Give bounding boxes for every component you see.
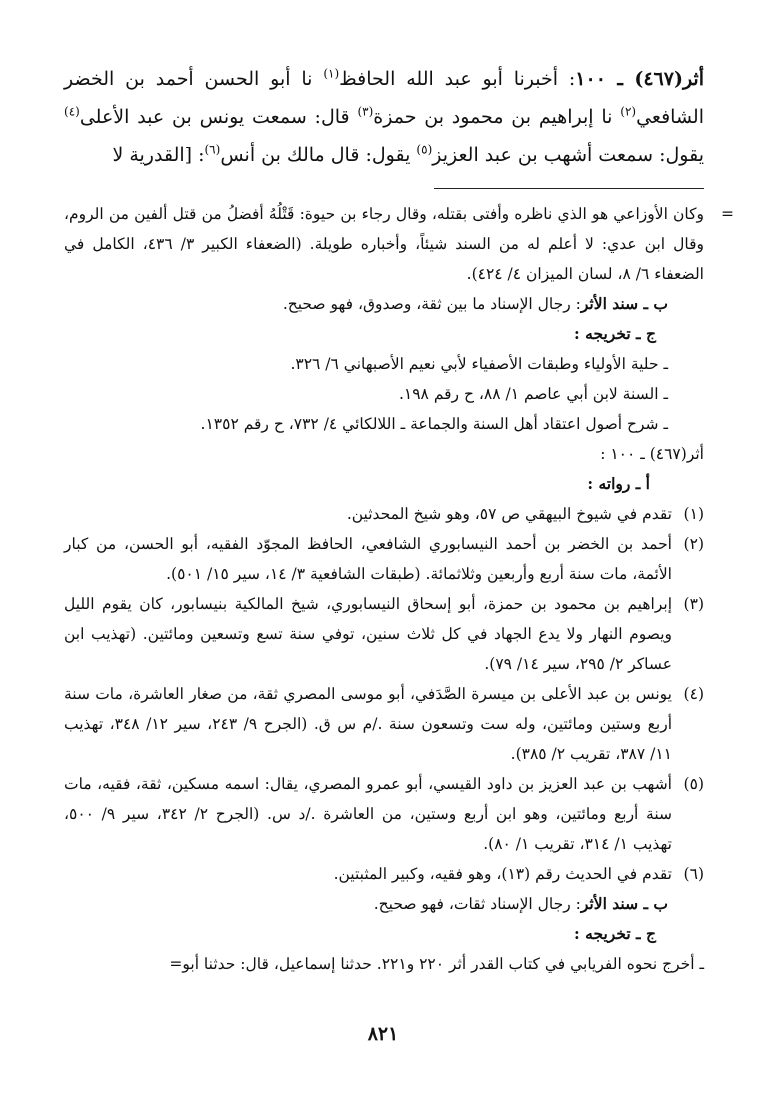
sanad2-label: ب ـ سند الأثر [580,894,668,913]
main-text-part-7: : [القدرية لا [112,144,205,166]
narrator-text: أشهب بن عبد العزيز بن داود القيسي، أبو عمرو المصري، يقال: اسمه مسكين، ثقة، فقيه، مات سنة أربع ومائتين، وهو ابن أربع وستين، من العاشرة ./د س. (الجرح ٢/ ٣٤٢، سير ٩/ ٥٠٠، تهذيب ١/ ٣١٤، تقريب ١/ ٨٠). [64,775,673,853]
footnote-ref-2[interactable]: (٢) [620,104,637,119]
takhrij2-label: ج ـ تخريجه : [574,924,656,943]
main-text-part-6: يقول: قال مالك بن أنس [220,144,417,166]
narrator-number: (١) [683,505,704,523]
takhrij-label: ج ـ تخريجه : [574,324,656,343]
main-text-part-5: يقول: سمعت أشهب بن عبد العزيز [432,144,704,166]
narrator-text: يونس بن عبد الأعلى بن ميسرة الصَّدَفي، أبو موسى المصري ثقة، من صغار العاشرة، مات سنة أربع وستين ومائتين، وله ست وتسعون سنة ./م س ق. (الجرح ٩/ ٢٤٣، سير ١٢/ ٣٤٨، تهذيب ١١/ ٣٨٧، تقريب ٢/ ٣٨٥). [64,685,672,763]
sanad-label: ب ـ سند الأثر [580,294,668,313]
page-number: ٨٢١ [367,1023,399,1045]
footnote-separator [434,188,704,189]
sanad-line-2 [64,889,704,919]
takhrij-item: ـ السنة لابن أبي عاصم ١/ ٨٨، ح رقم ١٩٨. [398,385,668,403]
takhrij2-text: ـ أخرج نحوه الفريابي في كتاب القدر أثر ٢٢٠ و٢٢١. حدثنا إسماعيل، قال: حدثنا أبو= [169,955,704,973]
narrator-number: (٣) [683,595,704,613]
narrator-number: (٦) [683,865,704,883]
narrator-note [64,859,704,889]
athar-label: أثر(٤٦٧) ـ ١٠٠ [575,68,704,90]
narrator-note [64,679,704,769]
athar-heading: أثر(٤٦٧) ـ ١٠٠ : [600,445,704,463]
main-text-part-1: : أخبرنا أبو عبد الله الحافظ [339,68,576,90]
narrator-number: (٤) [683,685,704,703]
continuation-mark: = [721,205,734,223]
main-text [64,60,704,174]
narrator-text: تقدم في الحديث رقم (١٣)، وهو فقيه، وكبير المثبتين. [333,865,672,883]
main-text-part-2: نا أبو الحسن أحمد بن الخضر الشافعي [64,68,704,128]
narrator-number: (٥) [683,775,704,793]
narrator-number: (٢) [683,535,704,553]
takhrij-item: ـ حلية الأولياء وطبقات الأصفياء لأبي نعيم الأصبهاني ٦/ ٣٢٦. [290,355,668,373]
footnote-ref-3[interactable]: (٣) [357,104,374,119]
footnotes [64,199,734,979]
narrator-note [64,499,704,529]
footnote-ref-6[interactable]: (٦) [204,142,221,157]
narrator-text: إبراهيم بن محمود بن حمزة، أبو إسحاق النيسابوري، شيخ المالكية بنيسابور، كان يقوم الليل ويصوم النهار ولا يدع الجهاد في كل ثلاث سنين، توفي سنة تسع وتسعين ومائتين. (تهذيب ابن عساكر ٢/ ٢٩٥، سير ١٤/ ٧٩). [64,595,672,673]
narrator-text: تقدم في شيوخ البيهقي ص ٥٧، وهو شيخ المحدثين. [346,505,672,523]
footnote-ref-5[interactable]: (٥) [416,142,433,157]
narrator-note [64,589,704,679]
continuation-note: وكان الأوزاعي هو الذي ناظره وأفتى بقتله، وقال رجاء بن حيوة: قَتْلُهُ أفضلُ من قتل ألفين من الروم، وقال ابن عدي: لا أعلم له من السند شيئاً، وأخباره طويلة. (الضعفاء الكبير ٣/ ٤٣٦، الكامل في الضعفاء ٦/ ٨، لسان الميزان ٤/ ٤٢٤). [64,205,704,283]
footnote-ref-1[interactable]: (١) [323,66,340,81]
narrator-note [64,769,704,859]
sanad-text: : رجال الإسناد ما بين ثقة، وصدوق، فهو صحيح. [282,295,581,313]
sanad2-text: : رجال الإسناد ثقات، فهو صحيح. [373,895,581,913]
main-text-part-3: نا إبراهيم بن محمود بن حمزة [373,106,621,128]
narrator-text: أحمد بن الخضر بن أحمد النيسابوري الشافعي، الحافظ المجوّد الفقيه، أبو الحسن، من كبار الأئمة، مات سنة أربع وأربعين وثلاثمائة. (طبقات الشافعية ٣/ ١٤، سير ١٥/ ٥٠١). [64,535,672,583]
takhrij-item: ـ شرح أصول اعتقاد أهل السنة والجماعة ـ اللالكائي ٤/ ٧٣٢، ح رقم ١٣٥٢. [200,415,668,433]
main-text-part-4: قال: سمعت يونس بن عبد الأعلى [79,106,358,128]
ruwat-label: أ ـ رواته : [587,474,650,493]
footnote-ref-4[interactable]: (٤) [64,104,80,119]
sanad-line [64,289,704,319]
narrator-note [64,529,704,589]
page-content [64,60,734,979]
